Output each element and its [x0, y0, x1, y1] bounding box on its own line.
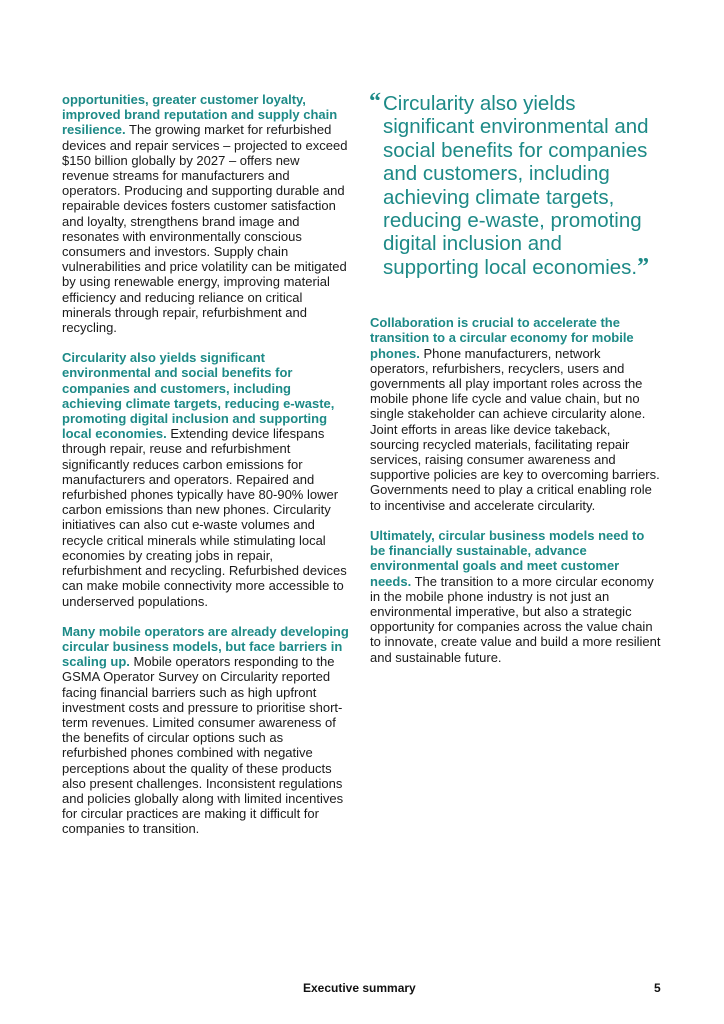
open-quote-mark: “	[369, 89, 381, 115]
pull-quote-text: Circularity also yields significant environmental and social benefits for companies and customers, including achieving climate targets, reducing e-waste, promoting digital inclusion and supporting local economies.	[383, 92, 649, 279]
footer-section-label: Executive summary	[303, 981, 416, 995]
close-quote-mark: ”	[637, 253, 650, 280]
paragraph-lead: Many mobile operators are already developing circular business models, but face barriers in scaling up.	[62, 623, 349, 670]
page-number: 5	[654, 981, 661, 995]
left-column	[62, 92, 350, 852]
paragraph-body: Phone manufacturers, network operators, refurbishers, recyclers, users and governments all play important roles across the mobile phone life cycle and value chain, but no single stakeholder can achieve circularity alone. Joint efforts in areas like device takeback, sourcing recycled materials, facilitating repair services, raising consumer awareness and supportive policies are key to overcoming barriers. Governments need to play a critical enabling role to incentivise and accelerate circularity.	[370, 345, 660, 513]
paragraph-environmental-benefits	[62, 350, 350, 608]
paragraph-lead: Circularity also yields significant environmental and social benefits for companies and customers, including achieving climate targets, reducing e-waste, promoting digital inclusion and supporting local economies.	[62, 350, 335, 442]
paragraph-conclusion	[370, 528, 662, 665]
paragraph-body: Extending device lifespans through repair, reuse and refurbishment significantly reduces carbon emissions for manufacturers and operators. Repaired and refurbished phones typically have 80-90% lower carbon emissions than new phones. Circularity initiatives can also cut e-waste volumes and recycle critical minerals while stimulating local economies by creating jobs in repair, refurbishment and recycling. Refurbished devices can make mobile connectivity more accessible to underserved populations.	[62, 426, 347, 609]
paragraph-body: Mobile operators responding to the GSMA Operator Survey on Circularity reported facing financial barriers such as high upfront investment costs and pressure to prioritise short-term revenues. Limited consumer awareness of the benefits of circular options such as refurbished phones combined with negative perceptions about the quality of these products also present challenges. Inconsistent regulations and policies globally along with limited incentives for circular practices are making it difficult for companies to transition.	[62, 654, 344, 837]
paragraph-lead: opportunities, greater customer loyalty, improved brand reputation and supply chain resilience.	[62, 92, 338, 138]
right-column	[369, 89, 662, 680]
paragraph-lead: Collaboration is crucial to accelerate the transition to a circular economy for mobile phones.	[370, 315, 634, 361]
paragraph-body: The transition to a more circular economy in the mobile phone industry is not just an environmental imperative, but also a strategic opportunity for companies across the value chain to innovate, create value and build a more resilient and sustainable future.	[370, 573, 661, 665]
paragraph-market-opportunities	[62, 92, 350, 335]
paragraph-collaboration	[370, 315, 662, 513]
paragraph-lead: Ultimately, circular business models need to be financially sustainable, advance environmental goals and meet customer needs.	[370, 527, 645, 589]
pull-quote	[369, 89, 662, 280]
paragraph-operator-barriers	[62, 624, 350, 837]
paragraph-body: The growing market for refurbished devices and repair services – projected to exceed $150 billion globally by 2027 – offers new revenue streams for manufacturers and operators. Producing and supporting durable and repairable devices fosters customer satisfaction and loyalty, strengthens brand image and resonates with environmentally conscious consumers and investors. Supply chain vulnerabilities and price volatility can be mitigated by using renewable energy, improving material efficiency and reducing reliance on critical minerals through repair, refurbishment and recycling.	[62, 122, 348, 336]
